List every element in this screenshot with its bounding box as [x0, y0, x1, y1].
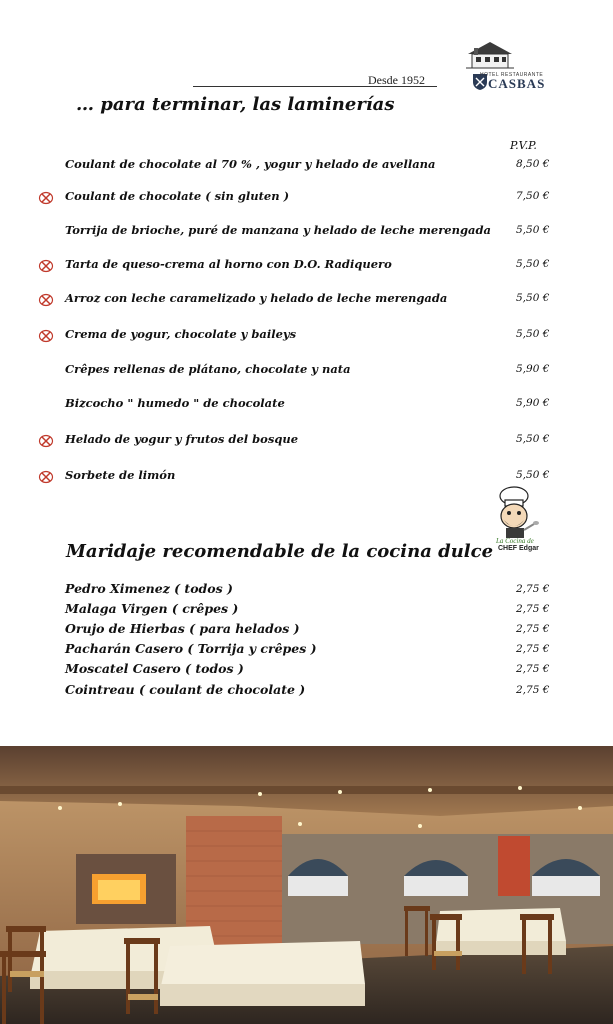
dessert-price: 7,50 € [516, 190, 550, 202]
pairing-item [0, 581, 613, 599]
dessert-name: Sorbete de limón [65, 468, 176, 482]
dessert-item [0, 257, 613, 275]
dessert-name: Helado de yogur y frutos del bosque [65, 432, 299, 446]
dessert-item [0, 396, 613, 414]
pairing-item [0, 661, 613, 679]
pairing-item [0, 621, 613, 639]
dessert-name: Crema de yogur, chocolate y baileys [65, 327, 297, 341]
crossed-wheat-icon [38, 258, 54, 272]
crossed-wheat-icon [38, 190, 54, 204]
dessert-item [0, 468, 613, 486]
chef-caption-line1: La Cocina de [496, 537, 534, 545]
dessert-price: 5,50 € [516, 292, 550, 304]
pairing-name: Moscatel Casero ( todos ) [65, 661, 244, 676]
crossed-wheat-icon [38, 433, 54, 447]
dessert-price: 5,90 € [516, 363, 550, 375]
pairing-name: Cointreau ( coulant de chocolate ) [65, 682, 306, 697]
dessert-price: 8,50 € [516, 158, 550, 170]
pairing-price: 2,75 € [516, 684, 550, 696]
house-logo-icon [464, 40, 516, 72]
dessert-price: 5,50 € [516, 469, 550, 481]
dessert-name: Arroz con leche caramelizado y helado de leche merengada [65, 291, 448, 305]
dessert-name: Tarta de queso-crema al horno con D.O. Radiquero [65, 257, 392, 271]
dessert-item [0, 432, 613, 450]
pairing-price: 2,75 € [516, 623, 550, 635]
dessert-name: Crêpes rellenas de plátano, chocolate y nata [65, 362, 351, 376]
pairing-title: Maridaje recomendable de la cocina dulce [66, 541, 494, 562]
logo-name: CASBAS [488, 76, 546, 91]
restaurant-logo [464, 40, 560, 94]
dessert-name: Coulant de chocolate ( sin gluten ) [65, 189, 290, 203]
dessert-name: Bizcocho " humedo " de chocolate [65, 396, 285, 410]
pairing-name: Orujo de Hierbas ( para helados ) [65, 621, 300, 636]
pairing-name: Malaga Virgen ( crêpes ) [65, 601, 239, 616]
page-title: … para terminar, las laminerías [76, 94, 395, 115]
pairing-name: Pedro Ximenez ( todos ) [65, 581, 233, 596]
pairing-price: 2,75 € [516, 663, 550, 675]
crossed-wheat-icon [38, 292, 54, 306]
logo-subtitle: HOTEL RESTAURANTE [480, 72, 544, 78]
dessert-price: 5,90 € [516, 397, 550, 409]
dessert-item [0, 189, 613, 207]
pairing-price: 2,75 € [516, 583, 550, 595]
dessert-item [0, 362, 613, 380]
crossed-wheat-icon [38, 328, 54, 342]
dessert-price: 5,50 € [516, 258, 550, 270]
pairing-item [0, 601, 613, 619]
pairing-item [0, 682, 613, 700]
crossed-wheat-icon [38, 469, 54, 483]
dessert-price: 5,50 € [516, 224, 550, 236]
pairing-price: 2,75 € [516, 643, 550, 655]
dessert-price: 5,50 € [516, 433, 550, 445]
dessert-name: Torrija de brioche, puré de manzana y helado de leche merengada [65, 223, 491, 237]
dessert-item [0, 327, 613, 345]
dessert-price: 5,50 € [516, 328, 550, 340]
pairing-price: 2,75 € [516, 603, 550, 615]
pairing-item [0, 641, 613, 659]
restaurant-interior-image [0, 746, 613, 1024]
price-column-header: P.V.P. [510, 139, 537, 152]
dessert-item [0, 291, 613, 309]
dessert-name: Coulant de chocolate al 70 % , yogur y helado de avellana [65, 157, 436, 171]
chef-caption-line2: CHEF Edgar [498, 545, 539, 552]
pairing-name: Pacharán Casero ( Torrija y crêpes ) [65, 641, 317, 656]
dessert-item [0, 157, 613, 175]
since-label: Desde 1952 [368, 73, 425, 87]
dessert-item [0, 223, 613, 241]
